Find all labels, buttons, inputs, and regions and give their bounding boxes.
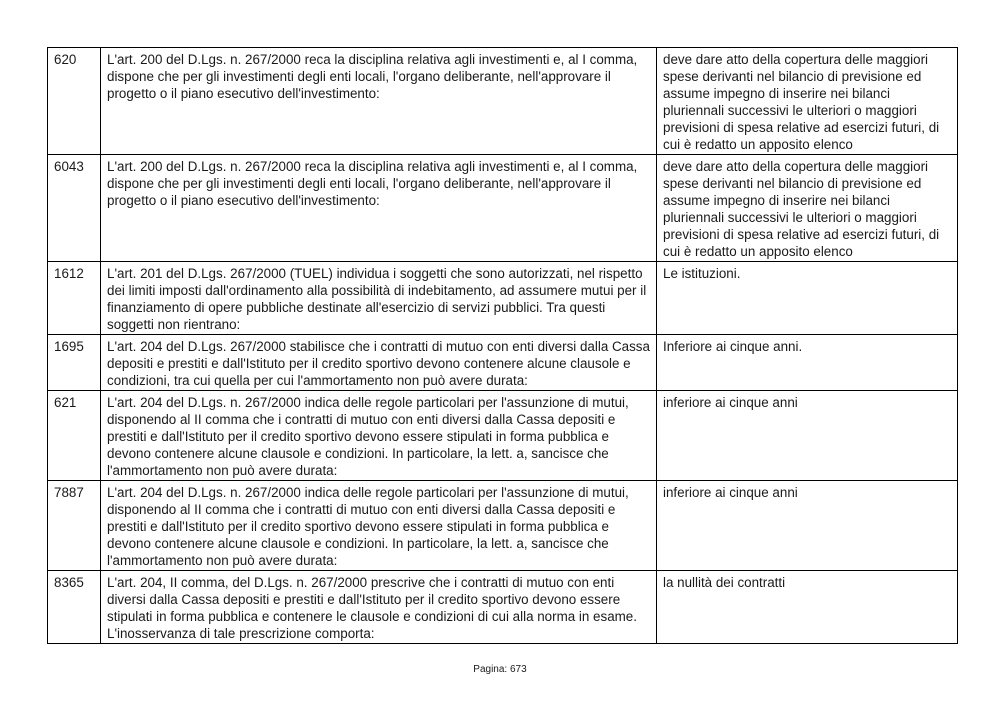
- question-id: 620: [48, 48, 101, 155]
- table-row: [48, 262, 958, 335]
- question-id: 6043: [48, 155, 101, 262]
- answer-text: deve dare atto della copertura delle maggiori spese derivanti nel bilancio di previsione ed assume impegno di inserire nei bilanci pluriennali successivi le ulteriori o maggiori previsioni di spesa relative ad esercizi futuri, di cui è redatto un apposito elenco: [657, 48, 958, 155]
- answer-text: inferiore ai cinque anni: [657, 481, 958, 571]
- question-id: 621: [48, 391, 101, 481]
- question-text: L'art. 204 del D.Lgs. n. 267/2000 indica delle regole particolari per l'assunzione di mutui, disponendo al II comma che i contratti di mutuo con enti diversi dalla Cassa depositi e prestiti e dall'Istituto per il credito sportivo devono essere stipulati in forma pubblica e devono contenere alcune clausole e condizioni. In particolare, la lett. a, sancisce che l'ammortamento non può avere durata:: [101, 481, 657, 571]
- table-row: [48, 48, 958, 155]
- table-row: [48, 155, 958, 262]
- question-text: L'art. 204, II comma, del D.Lgs. n. 267/2000 prescrive che i contratti di mutuo con enti diversi dalla Cassa depositi e prestiti e dall'Istituto per il credito sportivo devono essere stipulati in forma pubblica e contenere le clausole e condizioni di cui alla norma in esame. L'inosservanza di tale prescrizione comporta:: [101, 571, 657, 644]
- table-row: [48, 335, 958, 391]
- answer-text: Le istituzioni.: [657, 262, 958, 335]
- table-row: [48, 571, 958, 644]
- questions-table: [47, 47, 958, 644]
- answer-text: inferiore ai cinque anni: [657, 391, 958, 481]
- table-row: [48, 391, 958, 481]
- question-text: L'art. 200 del D.Lgs. n. 267/2000 reca la disciplina relativa agli investimenti e, al I comma, dispone che per gli investimenti degli enti locali, l'organo deliberante, nell'approvare il progetto o il piano esecutivo dell'investimento:: [101, 48, 657, 155]
- question-id: 1612: [48, 262, 101, 335]
- question-text: L'art. 201 del D.Lgs. 267/2000 (TUEL) individua i soggetti che sono autorizzati, nel rispetto dei limiti imposti dall'ordinamento alla possibilità di indebitamento, ad assumere mutui per il finanziamento di opere pubbliche destinate all'esercizio di servizi pubblici. Tra questi soggetti non rientrano:: [101, 262, 657, 335]
- question-text: L'art. 204 del D.Lgs. n. 267/2000 indica delle regole particolari per l'assunzione di mutui, disponendo al II comma che i contratti di mutuo con enti diversi dalla Cassa depositi e prestiti e dall'Istituto per il credito sportivo devono essere stipulati in forma pubblica e devono contenere alcune clausole e condizioni. In particolare, la lett. a, sancisce che l'ammortamento non può avere durata:: [101, 391, 657, 481]
- answer-text: deve dare atto della copertura delle maggiori spese derivanti nel bilancio di previsione ed assume impegno di inserire nei bilanci pluriennali successivi le ulteriori o maggiori previsioni di spesa relative ad esercizi futuri, di cui è redatto un apposito elenco: [657, 155, 958, 262]
- question-text: L'art. 204 del D.Lgs. 267/2000 stabilisce che i contratti di mutuo con enti diversi dalla Cassa depositi e prestiti e dall'Istituto per il credito sportivo devono contenere alcune clausole e condizioni, tra cui quella per cui l'ammortamento non può avere durata:: [101, 335, 657, 391]
- question-id: 1695: [48, 335, 101, 391]
- answer-text: la nullità dei contratti: [657, 571, 958, 644]
- question-text: L'art. 200 del D.Lgs. n. 267/2000 reca la disciplina relativa agli investimenti e, al I comma, dispone che per gli investimenti degli enti locali, l'organo deliberante, nell'approvare il progetto o il piano esecutivo dell'investimento:: [101, 155, 657, 262]
- page-number: Pagina: 673: [473, 664, 527, 675]
- question-id: 8365: [48, 571, 101, 644]
- table-row: [48, 481, 958, 571]
- question-id: 7887: [48, 481, 101, 571]
- answer-text: Inferiore ai cinque anni.: [657, 335, 958, 391]
